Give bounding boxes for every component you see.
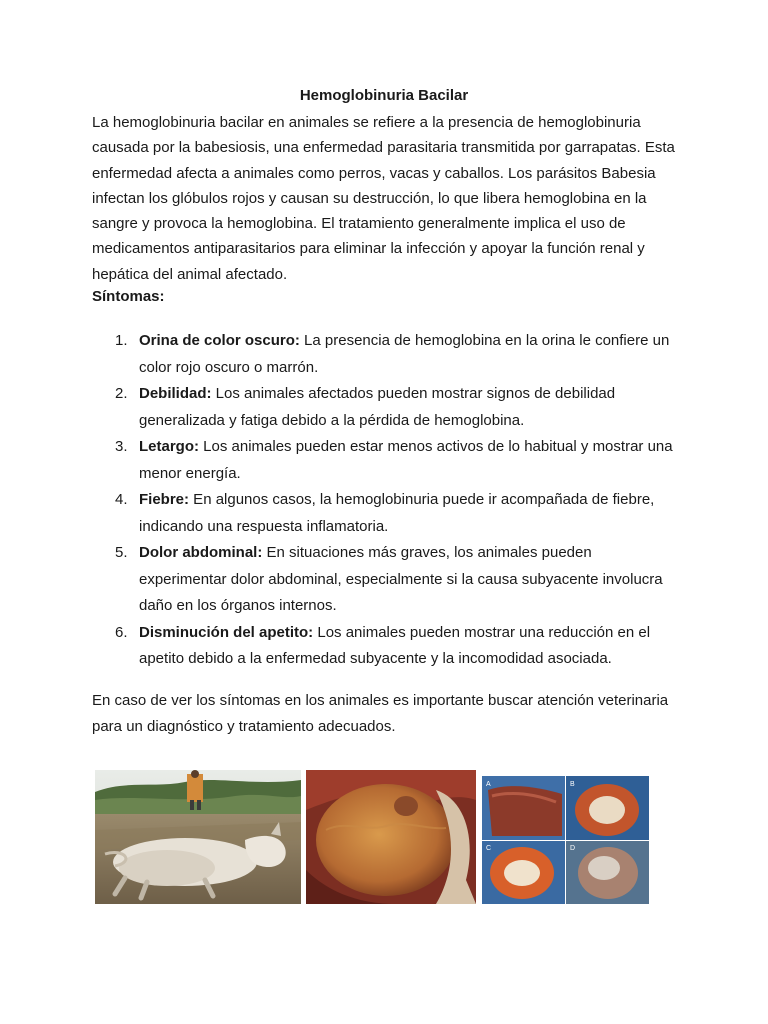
panel-label-b: B [570, 781, 575, 788]
list-item [92, 434, 682, 487]
pathology-panel-photo [482, 776, 649, 904]
symptom-term: Fiebre: [139, 491, 190, 508]
panel-label-d: D [570, 845, 576, 852]
symptom-text: Los animales pueden mostrar una reducción en el apetito debido a la enfermedad subyacente y la incomodidad asociada. [139, 623, 651, 667]
symptom-text: La presencia de hemoglobina en la orina le confiere un color rojo oscuro o marrón. [139, 332, 670, 376]
pathology-panel-image [482, 776, 649, 904]
list-item [92, 381, 682, 434]
list-number: 5. [115, 544, 128, 561]
symptom-term: Debilidad: [139, 385, 212, 402]
symptom-text: Los animales pueden estar menos activos de lo habitual y mostrar una menor energía. [139, 438, 673, 482]
list-item [92, 487, 682, 540]
panel-label-c: C [486, 845, 492, 852]
list-number: 3. [115, 438, 128, 455]
cow-photo [95, 770, 301, 904]
symptoms-list [92, 328, 682, 673]
cow-photo-image [95, 770, 301, 904]
intro-paragraph: La hemoglobinuria bacilar en animales se refiere a la presencia de hemoglobinuria causada por la babesiosis, una enfermedad parasitaria transmitida por garrapatas. Esta enfermedad afecta a animales como perros, vacas y caballos. Los parásitos Babesia infectan los glóbulos rojos y causan su destrucción, lo que libera hemoglobina en la sangre y provoca la hemoglobina. El tratamiento generalmente implica el uso de medicamentos antiparasitarios para eliminar la infección y apoyar la función renal y hepática del animal afectado. [92, 114, 675, 283]
symptom-term: Letargo: [139, 438, 199, 455]
list-number: 1. [115, 332, 128, 349]
symptom-term: Dolor abdominal: [139, 544, 263, 561]
document-title: Hemoglobinuria Bacilar [299, 87, 469, 104]
list-item [92, 328, 682, 381]
list-number: 2. [115, 385, 128, 402]
closing-paragraph: En caso de ver los síntomas en los animales es importante buscar atención veterinaria para un diagnóstico y tratamiento adecuados. [92, 692, 669, 735]
panel-label-a: A [486, 781, 491, 788]
list-item [92, 620, 682, 673]
list-item [92, 540, 682, 620]
list-number: 6. [115, 623, 128, 641]
symptom-text: En situaciones más graves, los animales pueden experimentar dolor abdominal, especialmente si la causa subyacente involucra daño en los órganos internos. [139, 544, 663, 614]
symptom-text: En algunos casos, la hemoglobinuria puede ir acompañada de fiebre, indicando una respuesta inflamatoria. [139, 491, 655, 535]
necropsy-photo-image [306, 770, 476, 904]
symptom-text: Los animales afectados pueden mostrar signos de debilidad generalizada y fatiga debido a la pérdida de hemoglobina. [139, 385, 616, 429]
list-number: 4. [115, 491, 128, 508]
symptom-term: Orina de color oscuro: [139, 332, 300, 349]
symptoms-heading: Síntomas: [92, 288, 165, 305]
symptom-term: Disminución del apetito: [139, 623, 314, 641]
necropsy-photo [306, 770, 476, 904]
